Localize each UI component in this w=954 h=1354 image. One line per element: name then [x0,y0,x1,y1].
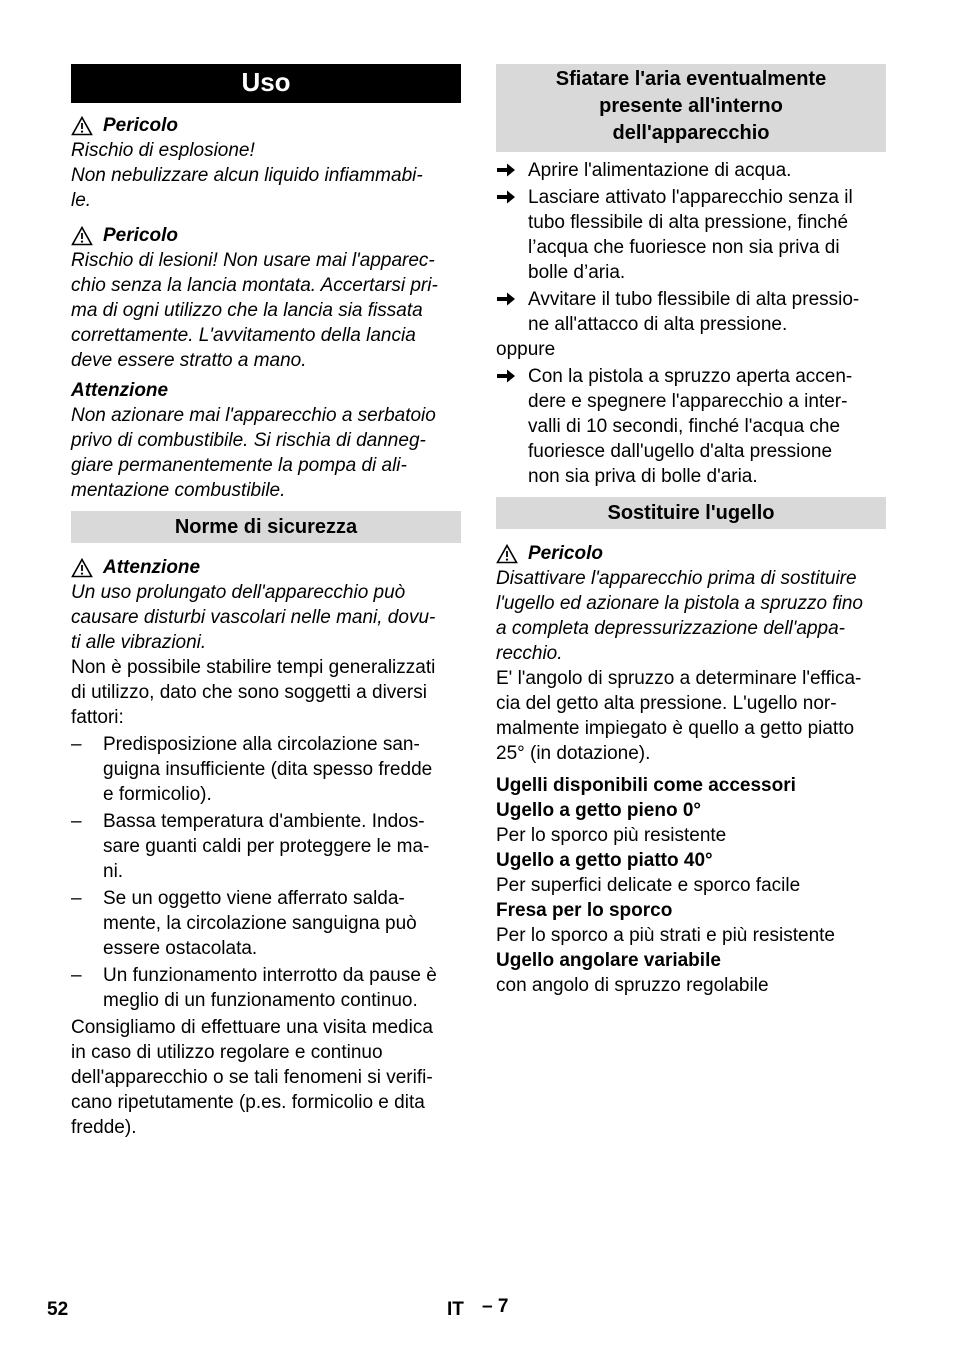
list-item-line: Bassa temperatura d'ambiente. Indos- [103,811,425,832]
step-line: Avvitare il tubo flessibile di alta pressio- [528,289,860,310]
section-title-norme: Norme di sicurezza [71,511,461,543]
step-item [496,287,886,337]
warning-triangle-icon [496,544,518,564]
attention-heading: Attenzione [71,380,169,401]
factor-list [71,732,461,1013]
attention-text-line: mentazione combustibile. [71,480,286,501]
step-line: Lasciare attivato l'apparecchio senza il [528,187,853,208]
list-item-line: Un funzionamento interrotto da pause è [103,965,437,986]
body-text-line: dell'apparecchio o se tali fenomeni si verifi- [71,1067,433,1088]
list-item-line: Se un oggetto viene afferrato salda- [103,888,405,909]
section-title-line: Sfiatare l'aria eventualmente [555,68,827,90]
warning-text-line: Disattivare l'apparecchio prima di sostituire [496,568,857,589]
step-line: Con la pistola a spruzzo aperta accen- [528,366,853,387]
warning-label: Pericolo [528,543,603,564]
accessory-desc: Per superfici delicate e sporco facile [496,875,801,896]
list-item-line: ni. [103,861,124,882]
arrow-right-icon [496,291,516,307]
warning-label: Attenzione [103,557,201,578]
accessory-desc: Per lo sporco a più strati e più resistente [496,925,836,946]
dash-marker: – [71,888,82,909]
warning-label: Pericolo [103,115,178,136]
step-line: bolle d’aria. [528,262,626,283]
accessory-desc: con angolo di spruzzo regolabile [496,975,769,996]
page-number: 52 [47,1299,69,1320]
body-text-line: malmente impiegato è quello a getto piatto [496,718,855,739]
list-item [71,732,461,807]
step-line: valli di 10 secondi, finché l'acqua che [528,416,841,437]
list-item-line: sare guanti caldi per proteggere le ma- [103,836,430,857]
warning-text-line: Un uso prolungato dell'apparecchio può [71,582,406,603]
attention-text-line: giare permanentemente la pompa di ali- [71,455,407,476]
warning-label: Pericolo [103,225,178,246]
arrow-right-icon [496,368,516,384]
arrow-right-icon [496,189,516,205]
accessory-desc: Per lo sporco più resistente [496,825,727,846]
step-line: dere e spegnere l'apparecchio a inter- [528,391,848,412]
body-text-line: Consigliamo di effettuare una visita medica [71,1017,433,1038]
body-text-line: fattori: [71,707,124,728]
body-text-line: cano ripetutamente (p.es. formicolio e dita [71,1092,425,1113]
warning-triangle-icon [71,116,93,136]
warning-heading-2 [71,223,461,248]
arrow-right-icon [496,162,516,178]
body-text-line: cia del getto alta pressione. L'ugello nor- [496,693,837,714]
oppure-text: oppure [496,339,556,360]
warning-heading-3 [71,555,461,580]
list-item [71,809,461,884]
warning-text-line: Rischio di esplosione! [71,140,255,161]
list-item-line: mente, la circolazione sanguigna può [103,913,417,934]
dash-marker: – [71,811,82,832]
list-item [71,886,461,961]
list-item [71,963,461,1013]
warning-heading-1 [71,113,461,138]
dash-marker: – [71,734,82,755]
section-title-line: dell'apparecchio [612,122,770,144]
step-item [496,158,886,183]
accessory-name: Ugello a getto pieno 0° [496,800,702,821]
warning-text-line: recchio. [496,643,563,664]
accessory-name: Fresa per lo sporco [496,900,673,921]
accessory-name: Ugello angolare variabile [496,950,721,971]
body-text-line: in caso di utilizzo regolare e continuo [71,1042,383,1063]
step-line: Aprire l'alimentazione di acqua. [528,160,792,181]
warning-text-line: Rischio di lesioni! Non usare mai l'apparec- [71,250,435,271]
warning-triangle-icon [71,558,93,578]
body-text-line: 25° (in dotazione). [496,743,651,764]
warning-text-line: a completa depressurizzazione dell'appa- [496,618,845,639]
body-text-line: Non è possibile stabilire tempi generalizzati [71,657,436,678]
section-page: – 7 [482,1296,509,1317]
language-code: IT [447,1299,464,1320]
list-item-line: guigna insufficiente (dita spesso fredde [103,759,433,780]
section-title-line: presente all'interno [599,95,783,117]
warning-text-line: chio senza la lancia montata. Accertarsi pri- [71,275,438,296]
accessory-name: Ugello a getto piatto 40° [496,850,713,871]
warning-text-line: l'ugello ed azionare la pistola a spruzzo fino [496,593,863,614]
attention-text-line: Non azionare mai l'apparecchio a serbatoio [71,405,436,426]
section-title-ugello: Sostituire l'ugello [496,497,886,529]
warning-text-line: le. [71,190,92,211]
attention-text-line: privo di combustibile. Si rischia di danneg- [71,430,426,451]
warning-text-line: ma di ogni utilizzo che la lancia sia fissata [71,300,423,321]
list-item-line: e formicolio). [103,784,212,805]
right-column [496,64,886,998]
warning-heading-4 [496,541,886,566]
body-text-line: di utilizzo, dato che sono soggetti a diversi [71,682,427,703]
body-text-line: fredde). [71,1117,137,1138]
accessories-heading: Ugelli disponibili come accessori [496,775,796,796]
dash-marker: – [71,965,82,986]
warning-text-line: deve essere stratto a mano. [71,350,307,371]
step-item [496,185,886,285]
step-line: ne all'attacco di alta pressione. [528,314,788,335]
step-item [496,364,886,489]
warning-text-line: causare disturbi vascolari nelle mani, dovu- [71,607,436,628]
step-line: non sia priva di bolle d'aria. [528,466,758,487]
warning-text-line: Non nebulizzare alcun liquido infiammabi- [71,165,423,186]
list-item-line: Predisposizione alla circolazione san- [103,734,420,755]
warning-triangle-icon [71,226,93,246]
left-column [71,64,461,1140]
step-list [496,158,886,337]
body-text-line: E' l'angolo di spruzzo a determinare l'effica- [496,668,862,689]
section-title-sfiatare [496,64,886,152]
list-item-line: essere ostacolata. [103,938,258,959]
step-line: tubo flessibile di alta pressione, finché [528,212,849,233]
step-line: fuoriesce dall'ugello d'alta pressione [528,441,833,462]
step-line: l’acqua che fuoriesce non sia priva di [528,237,840,258]
warning-text-line: correttamente. L'avvitamento della lancia [71,325,416,346]
section-title-uso: Uso [71,64,461,103]
list-item-line: meglio di un funzionamento continuo. [103,990,418,1011]
step-list [496,364,886,489]
warning-text-line: ti alle vibrazioni. [71,632,207,653]
